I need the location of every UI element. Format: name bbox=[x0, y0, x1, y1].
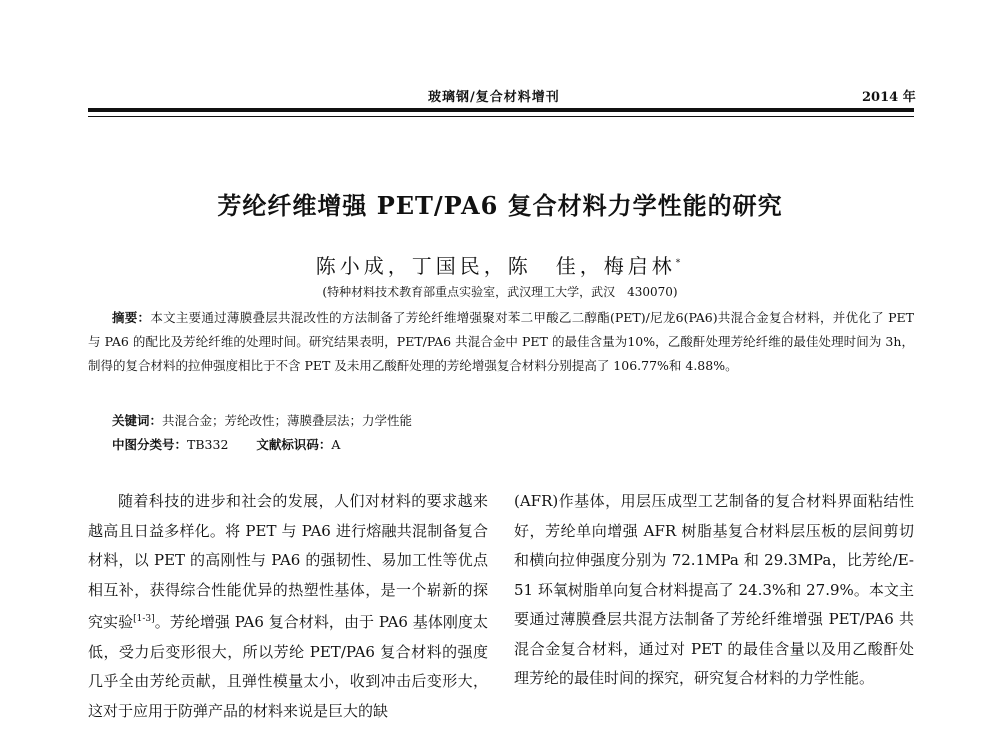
classification-line bbox=[112, 435, 340, 453]
body-left-text-b: 。芳纶增强 PA6 复合材料，由于 PA6 基体刚度太低，受力后变形很大，所以芳纶 PET/PA6 复合材料的强度几乎全由芳纶贡献，且弹性模量太小，收到冲击后变形大，这对于应用于防弹产品的材料来说是巨大的缺 bbox=[88, 613, 488, 720]
abstract-label: 摘要： bbox=[112, 310, 151, 325]
corresponding-author-mark: * bbox=[675, 258, 685, 269]
paper-title: 芳纶纤维增强 PET/PA6 复合材料力学性能的研究 bbox=[217, 191, 783, 220]
header-rule-thick bbox=[88, 108, 914, 112]
keywords-line bbox=[112, 411, 412, 429]
author-list bbox=[0, 250, 1000, 279]
body-left-text-a: 随着科技的进步和社会的发展，人们对材料的要求越来越高且日益多样化。将 PET 与 PA6 进行熔融共混制备复合材料，以 PET 的高刚性与 PA6 的强韧性、易加工性等优点相互补，获得综合性能优异的热塑性基体，是一个崭新的探究实验 bbox=[88, 492, 488, 631]
classification-label: 中图分类号： bbox=[112, 437, 188, 452]
affiliation: (特种材料技术教育部重点实验室，武汉理工大学，武汉 430070) bbox=[322, 285, 678, 299]
abstract bbox=[88, 306, 914, 378]
author-names: 陈小成，丁国民，陈 佳，梅启林 bbox=[315, 254, 676, 278]
body-column-left bbox=[88, 487, 488, 726]
abstract-text: 本文主要通过薄膜叠层共混改性的方法制备了芳纶纤维增强聚对苯二甲酸乙二醇酯(PET)/尼龙6(PA6)共混合金复合材料，并优化了 PET 与 PA6 的配比及芳纶纤维的处理时间。研究结果表明，PET/PA6 共混合金中 PET 的最佳含量为10%，乙酸酐处理芳纶纤维的最佳处理时间为 3h，制得的复合材料的拉伸强度相比于不含 PET 及未用乙酸酐处理的芳纶增强复合材料分别提高了 106.77%和 4.88%。 bbox=[88, 310, 914, 373]
body-column-right: (AFR)作基体，用层压成型工艺制备的复合材料界面粘结性好，芳纶单向增强 AFR 树脂基复合材料层压板的层间剪切和横向拉伸强度分别为 72.1MPa 和 29.3MPa，比芳纶/E-51 环氧树脂单向复合材料提高了 24.3%和 27.9%。本文主要通过薄膜叠层共混方法制备了芳纶纤维增强 PET/PA6 共混合金复合材料，通过对 PET 的最佳含量以及用乙酸酐处理芳纶的最佳时间的探究，研究复合材料的力学性能。 bbox=[514, 492, 914, 687]
classification-value: TB332 bbox=[187, 437, 229, 452]
header-rule-thin bbox=[88, 116, 914, 117]
keywords-text: 共混合金；芳纶改性；薄膜叠层法；力学性能 bbox=[162, 413, 413, 428]
citation-ref: [1-3] bbox=[133, 614, 155, 624]
journal-year: 2014 年 bbox=[862, 90, 916, 105]
journal-header: 玻璃钢/复合材料增刊 bbox=[428, 90, 560, 105]
doc-code-label: 文献标识码： bbox=[256, 437, 332, 452]
doc-code-value: A bbox=[331, 437, 341, 452]
keywords-label: 关键词： bbox=[112, 413, 163, 428]
